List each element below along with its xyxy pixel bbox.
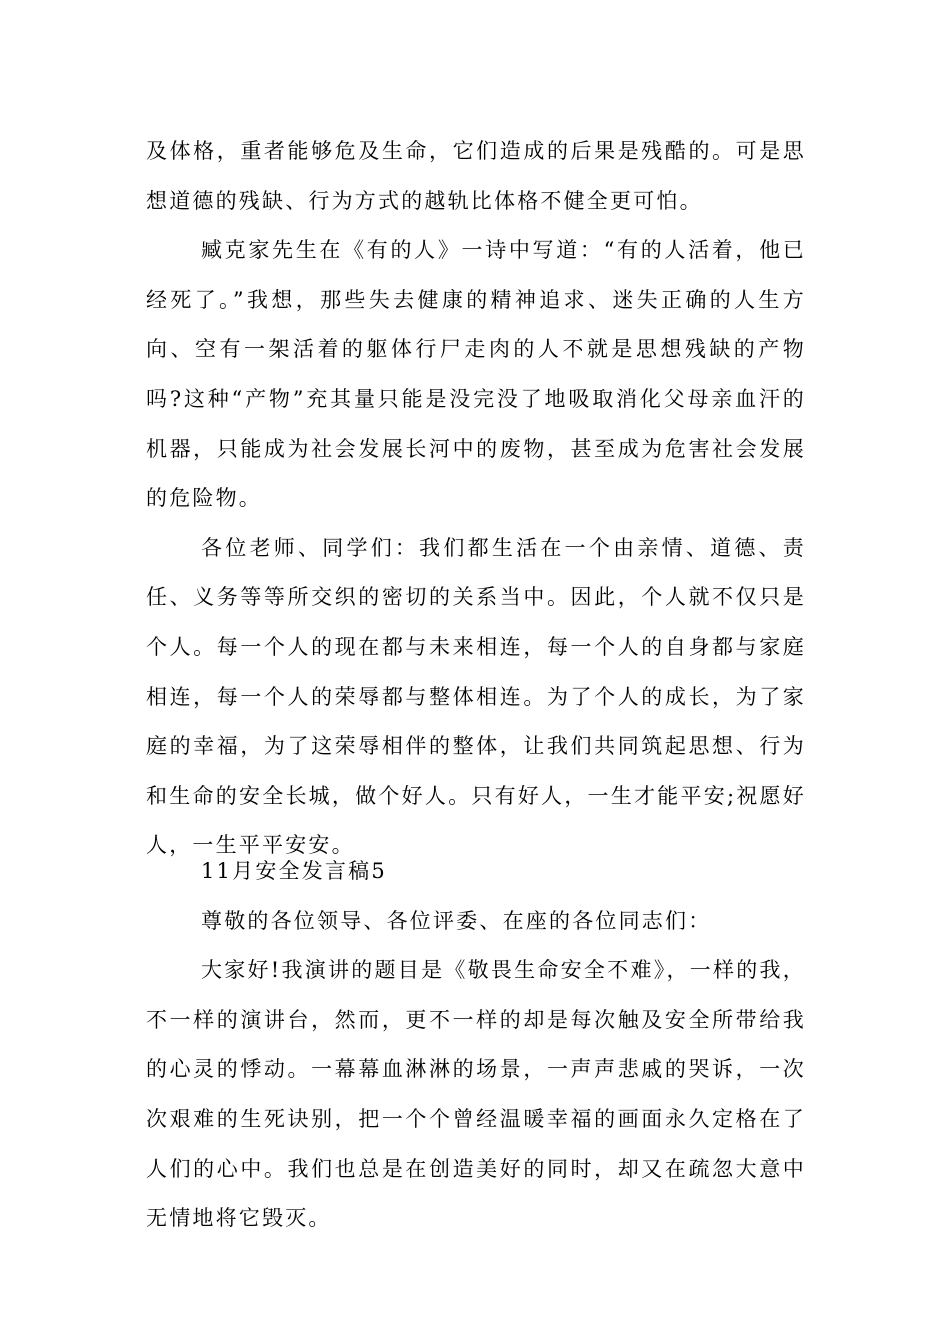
salutation: 尊敬的各位领导、各位评委、在座的各位同志们： — [201, 908, 712, 933]
section-title: 11月安全发言稿5 — [201, 859, 387, 883]
body-text-bottom — [146, 847, 806, 1244]
paragraph-quote: 臧克家先生在《有的人》一诗中写道：“有的人活着，他已经死了。”我想，那些失去健康的精神追求、迷失正确的人生方向、空有一架活着的躯体行尸走肉的人不就是思想残缺的产物吗?这种“产物”充其量只能是没完没了地吸取消化父母亲血汗的机器，只能成为社会发展长河中的废物，甚至成为危害社会发展的危险物。 — [146, 238, 806, 511]
paragraph-address: 各位老师、同学们：我们都生活在一个由亲情、道德、责任、义务等等所交织的密切的关系当中。因此，个人就不仅只是个人。每一个人的现在都与未来相连，每一个人的自身都与家庭相连，每一个人的荣辱都与整体相连。为了个人的成长，为了家庭的幸福，为了这荣辱相伴的整体，让我们共同筑起思想、行为和生命的安全长城，做个好人。只有好人，一生才能平安;祝愿好人，一生平平安安。 — [146, 535, 806, 858]
body-text-top — [146, 127, 806, 871]
paragraph-continued: 及体格，重者能够危及生命，它们造成的后果是残酷的。可是思想道德的残缺、行为方式的越轨比体格不健全更可怕。 — [146, 139, 806, 213]
paragraph-speech: 大家好!我演讲的题目是《敬畏生命安全不难》，一样的我，不一样的演讲台，然而，更不一样的却是每次触及安全所带给我的心灵的悸动。一幕幕血淋淋的场景，一声声悲戚的哭诉，一次次艰难的生死诀别，把一个个曾经温暖幸福的画面永久定格在了人们的心中。我们也总是在创造美好的同时，却又在疏忽大意中无情地将它毁灭。 — [146, 958, 806, 1231]
